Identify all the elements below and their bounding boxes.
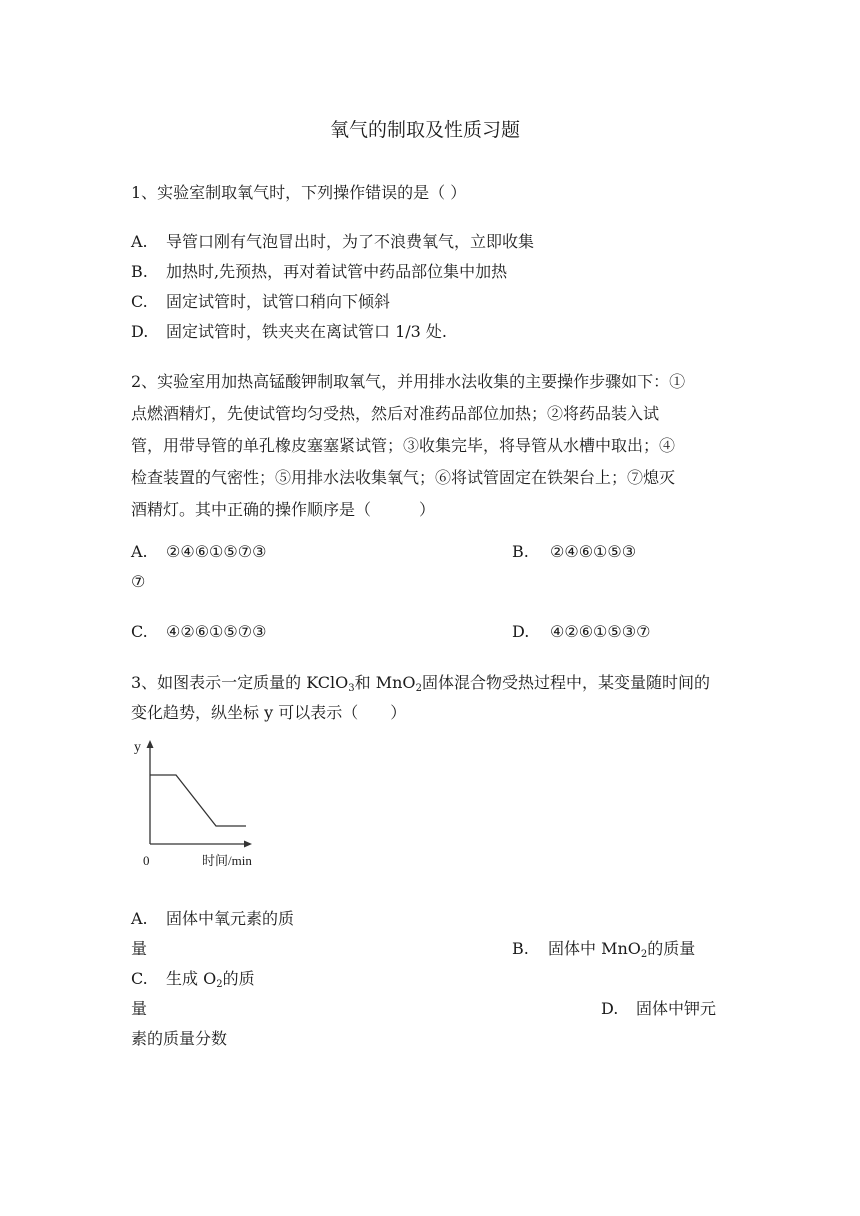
q3-option-b-text [548,939,695,965]
q2-option-a-label: A. [131,542,148,561]
q3-option-d-label: D. [601,999,619,1018]
q1-option-d-text: 固定试管时，铁夹夹在离试管口 1/3 处. [166,322,448,341]
q2-line: 酒精灯。其中正确的操作顺序是（ ） [131,500,436,519]
q3-option-d-wrap: 素的质量分数 [131,1029,228,1048]
q3-line1-c: 固体混合物受热过程中，某变量随时间的 [421,673,710,692]
q3-graph [128,732,268,872]
q3-line1-sub2: 2 [415,683,422,694]
q2-option-c-label: C. [131,622,148,641]
q2-option-b-wrap: ⑦ [131,572,146,591]
q3-option-c-wrap: 量 [131,999,148,1018]
q2-line: 点燃酒精灯，先使试管均匀受热，然后对准药品部位加热；②将药品装入试 [131,404,660,423]
page-title: 氧气的制取及性质习题 [330,119,521,141]
q3-option-c-label: C. [131,969,148,988]
q3-option-b-sub: 2 [640,949,648,960]
q2-option-c-text: ④②⑥①⑤⑦③ [166,622,267,641]
q1-option-c-label: C. [131,292,148,311]
q3-option-a-text: 固体中氧元素的质 [166,909,295,928]
x-axis-label: 时间/min [202,853,252,868]
q2-option-b-text: ②④⑥①⑤③ [550,542,637,561]
q3-option-b-text-a: 固体中 MnO [548,939,641,958]
q3-option-c-sub: 2 [216,979,223,990]
q1-option-d [131,322,448,342]
q3-option-b-label: B. [512,939,529,958]
q1-option-a-text: 导管口刚有气泡冒出时，为了不浪费氧气，立即收集 [166,232,535,251]
q3-line1-b: 和 MnO [354,673,416,692]
q3-option-b-text-b: 的质量 [647,939,696,958]
q2-option-d-label: D. [512,622,530,641]
q3-option-a-wrap: 量 [131,939,148,958]
q3-option-c-text [166,969,255,995]
q3-line-2: 变化趋势，纵坐标 y 可以表示（ ） [131,703,407,722]
q2-line: 管，用带导管的单孔橡皮塞塞紧试管；③收集完毕，将导管从水槽中取出；④ [131,436,676,455]
q3-line1-sub1: 3 [348,683,355,694]
q3-option-c-text-a: 生成 O [166,969,217,988]
q3-line1-a: 3、如图表示一定质量的 KClO [131,673,349,692]
q1-option-a [131,232,535,252]
q3-option-c-text-b: 的质 [222,969,255,988]
y-axis-arrow [147,740,154,748]
q2-option-d-text: ④②⑥①⑤③⑦ [550,622,651,641]
q1-option-c [131,292,391,312]
q2-option-b-label: B. [512,542,529,561]
y-axis-label: y [134,740,141,755]
q3-option-a-label: A. [131,909,148,928]
q2-line: 检查装置的气密性；⑤用排水法收集氧气；⑥将试管固定在铁架台上；⑦熄灭 [131,468,676,487]
q1-option-d-label: D. [131,322,149,341]
x-axis-arrow [244,841,252,848]
q1-stem: 1、实验室制取氧气时，下列操作错误的是（ ） [131,183,467,202]
q3-option-d-text: 固体中钾元 [636,999,717,1018]
q3-line-1 [131,673,710,699]
q1-option-b [131,262,508,282]
q1-option-c-text: 固定试管时，试管口稍向下倾斜 [166,292,391,311]
q1-option-b-label: B. [131,262,148,281]
q2-line: 2、实验室用加热高锰酸钾制取氧气，并用排水法收集的主要操作步骤如下：① [131,372,686,391]
q1-option-b-text: 加热时,先预热，再对着试管中药品部位集中加热 [166,262,508,281]
trend-line [150,775,246,826]
q2-option-a-text: ②④⑥①⑤⑦③ [166,542,267,561]
q1-option-a-label: A. [131,232,148,251]
origin-label: 0 [143,853,150,868]
